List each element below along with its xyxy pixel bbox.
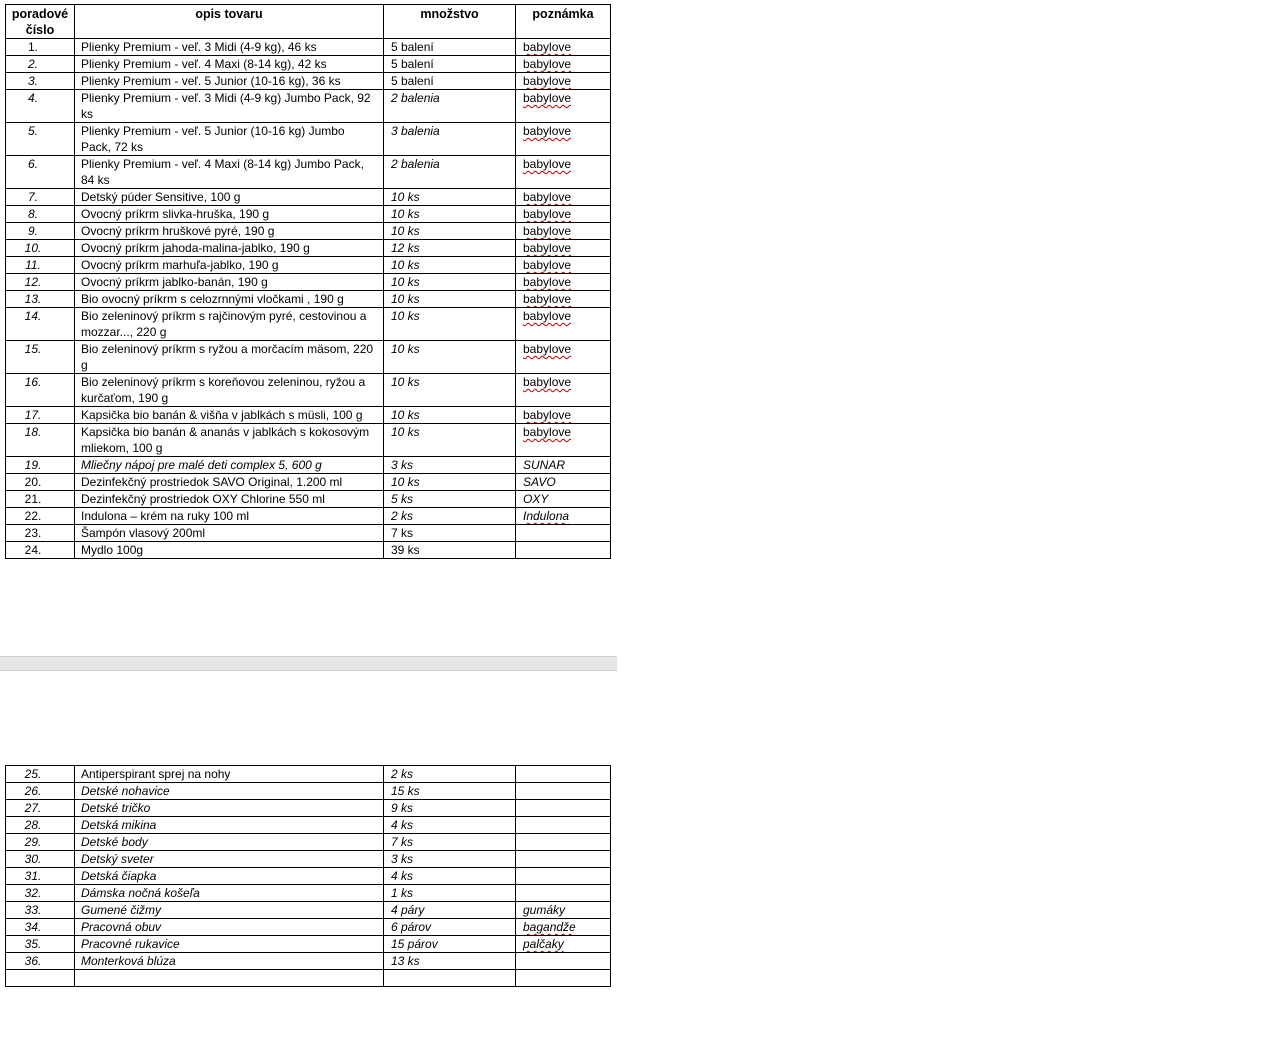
row-number: 28. xyxy=(6,817,75,834)
note-cell xyxy=(516,407,611,424)
item-description: Dezinfekčný prostriedok SAVO Original, 1.200 ml xyxy=(75,474,384,491)
table-row xyxy=(6,508,611,525)
item-note: babylove xyxy=(523,124,572,138)
table-row xyxy=(6,257,611,274)
item-quantity: 1 ks xyxy=(384,885,516,902)
row-number: 32. xyxy=(6,885,75,902)
table-row xyxy=(6,817,611,834)
item-note: SAVO xyxy=(523,475,556,489)
item-quantity: 15 párov xyxy=(384,936,516,953)
table-row xyxy=(6,374,611,407)
note-cell xyxy=(516,851,611,868)
item-description: Detská čiapka xyxy=(75,868,384,885)
item-description: Bio ovocný príkrm s celozrnnými vločkami , 190 g xyxy=(75,291,384,308)
note-cell xyxy=(516,424,611,457)
table-row xyxy=(6,291,611,308)
item-quantity: 5 ks xyxy=(384,491,516,508)
row-number: 14. xyxy=(6,308,75,341)
item-note: babylove xyxy=(523,57,572,71)
note-cell xyxy=(516,56,611,73)
row-number: 30. xyxy=(6,851,75,868)
table-row xyxy=(6,407,611,424)
item-note: babylove xyxy=(523,207,572,221)
item-description: Dezinfekčný prostriedok OXY Chlorine 550 ml xyxy=(75,491,384,508)
item-note: babylove xyxy=(523,74,572,88)
goods-table-part-2 xyxy=(5,765,611,987)
table-row xyxy=(6,783,611,800)
item-quantity: 10 ks xyxy=(384,291,516,308)
item-quantity: 10 ks xyxy=(384,407,516,424)
table-row xyxy=(6,474,611,491)
item-quantity: 10 ks xyxy=(384,424,516,457)
item-quantity: 39 ks xyxy=(384,542,516,559)
item-description: Detský sveter xyxy=(75,851,384,868)
row-number: 16. xyxy=(6,374,75,407)
item-description: Pracovná obuv xyxy=(75,919,384,936)
item-quantity: 4 ks xyxy=(384,868,516,885)
row-number: 4. xyxy=(6,90,75,123)
header-description: opis tovaru xyxy=(75,5,384,39)
row-number: 24. xyxy=(6,542,75,559)
item-note: babylove xyxy=(523,157,572,171)
note-cell xyxy=(516,800,611,817)
item-note: babylove xyxy=(523,408,572,422)
note-cell xyxy=(516,90,611,123)
note-cell xyxy=(516,817,611,834)
page-break-gap xyxy=(0,656,617,671)
item-description: Dámska nočná košeľa xyxy=(75,885,384,902)
row-number: 2. xyxy=(6,56,75,73)
row-number: 15. xyxy=(6,341,75,374)
table-row xyxy=(6,542,611,559)
empty-cell xyxy=(384,970,516,987)
document-page-1 xyxy=(5,4,611,559)
item-note: bagandže xyxy=(523,920,576,934)
note-cell xyxy=(516,341,611,374)
table-row xyxy=(6,766,611,783)
item-quantity: 3 ks xyxy=(384,851,516,868)
header-note: poznámka xyxy=(516,5,611,39)
table-row xyxy=(6,274,611,291)
item-description: Ovocný príkrm hruškové pyré, 190 g xyxy=(75,223,384,240)
row-number: 29. xyxy=(6,834,75,851)
note-cell xyxy=(516,474,611,491)
item-description: Pracovné rukavice xyxy=(75,936,384,953)
item-description: Bio zeleninový príkrm s koreňovou zeleninou, ryžou a kurčaťom, 190 g xyxy=(75,374,384,407)
note-cell xyxy=(516,308,611,341)
row-number: 9. xyxy=(6,223,75,240)
note-cell xyxy=(516,257,611,274)
item-description: Ovocný príkrm jablko-banán, 190 g xyxy=(75,274,384,291)
item-description: Plienky Premium - veľ. 3 Midi (4-9 kg), 46 ks xyxy=(75,39,384,56)
item-quantity: 2 ks xyxy=(384,766,516,783)
row-number: 17. xyxy=(6,407,75,424)
item-quantity: 4 páry xyxy=(384,902,516,919)
row-number: 6. xyxy=(6,156,75,189)
note-cell xyxy=(516,783,611,800)
item-note: babylove xyxy=(523,258,572,272)
item-description: Plienky Premium - veľ. 4 Maxi (8-14 kg) Jumbo Pack, 84 ks xyxy=(75,156,384,189)
item-note: babylove xyxy=(523,275,572,289)
table-row xyxy=(6,73,611,90)
empty-cell xyxy=(75,970,384,987)
item-description: Kapsička bio banán & višňa v jablkách s müsli, 100 g xyxy=(75,407,384,424)
item-description: Plienky Premium - veľ. 3 Midi (4-9 kg) Jumbo Pack, 92 ks xyxy=(75,90,384,123)
item-description: Detské nohavice xyxy=(75,783,384,800)
item-note: babylove xyxy=(523,375,572,389)
note-cell xyxy=(516,885,611,902)
row-number: 19. xyxy=(6,457,75,474)
table-row xyxy=(6,39,611,56)
note-cell xyxy=(516,766,611,783)
item-description: Bio zeleninový príkrm s ryžou a morčacím mäsom, 220 g xyxy=(75,341,384,374)
item-note: babylove xyxy=(523,292,572,306)
row-number: 12. xyxy=(6,274,75,291)
table-row xyxy=(6,457,611,474)
note-cell xyxy=(516,240,611,257)
empty-cell xyxy=(516,970,611,987)
item-note: babylove xyxy=(523,241,572,255)
note-cell xyxy=(516,189,611,206)
table-row xyxy=(6,240,611,257)
table-row xyxy=(6,90,611,123)
item-note: babylove xyxy=(523,342,572,356)
item-note: babylove xyxy=(523,309,572,323)
note-cell xyxy=(516,834,611,851)
item-quantity: 15 ks xyxy=(384,783,516,800)
table-row xyxy=(6,308,611,341)
item-note: babylove xyxy=(523,224,572,238)
table-row xyxy=(6,424,611,457)
note-cell xyxy=(516,291,611,308)
table-row xyxy=(6,868,611,885)
item-description: Mliečny nápoj pre malé deti complex 5, 600 g xyxy=(75,457,384,474)
item-quantity: 10 ks xyxy=(384,308,516,341)
item-quantity: 10 ks xyxy=(384,189,516,206)
item-quantity: 10 ks xyxy=(384,257,516,274)
row-number: 22. xyxy=(6,508,75,525)
item-description: Ovocný príkrm jahoda-malina-jablko, 190 g xyxy=(75,240,384,257)
table-row xyxy=(6,800,611,817)
note-cell xyxy=(516,457,611,474)
item-quantity: 13 ks xyxy=(384,953,516,970)
item-quantity: 2 balenia xyxy=(384,90,516,123)
note-cell xyxy=(516,206,611,223)
item-note: babylove xyxy=(523,425,572,439)
row-number: 26. xyxy=(6,783,75,800)
document-page-2 xyxy=(5,765,611,987)
item-quantity: 10 ks xyxy=(384,223,516,240)
item-quantity: 10 ks xyxy=(384,341,516,374)
item-description: Gumené čižmy xyxy=(75,902,384,919)
note-cell xyxy=(516,223,611,240)
item-quantity: 5 balení xyxy=(384,39,516,56)
row-number: 13. xyxy=(6,291,75,308)
empty-row xyxy=(6,970,611,987)
item-quantity: 5 balení xyxy=(384,73,516,90)
note-cell xyxy=(516,936,611,953)
table-row xyxy=(6,885,611,902)
item-description: Ovocný príkrm marhuľa-jablko, 190 g xyxy=(75,257,384,274)
table-row xyxy=(6,156,611,189)
row-number: 21. xyxy=(6,491,75,508)
item-description: Ovocný príkrm slivka-hruška, 190 g xyxy=(75,206,384,223)
item-note: babylove xyxy=(523,190,572,204)
note-cell xyxy=(516,953,611,970)
table-row xyxy=(6,919,611,936)
item-description: Detské body xyxy=(75,834,384,851)
note-cell xyxy=(516,73,611,90)
item-description: Mydlo 100g xyxy=(75,542,384,559)
item-description: Detská mikina xyxy=(75,817,384,834)
row-number: 18. xyxy=(6,424,75,457)
item-description: Plienky Premium - veľ. 5 Junior (10-16 kg) Jumbo Pack, 72 ks xyxy=(75,123,384,156)
item-note: SUNAR xyxy=(523,458,566,472)
item-quantity: 2 ks xyxy=(384,508,516,525)
row-number: 36. xyxy=(6,953,75,970)
row-number: 23. xyxy=(6,525,75,542)
item-description: Kapsička bio banán & ananás v jablkách s kokosovým mliekom, 100 g xyxy=(75,424,384,457)
item-quantity: 12 ks xyxy=(384,240,516,257)
item-description: Bio zeleninový príkrm s rajčinovým pyré, cestovinou a mozzar..., 220 g xyxy=(75,308,384,341)
item-quantity: 10 ks xyxy=(384,206,516,223)
table-row xyxy=(6,56,611,73)
note-cell xyxy=(516,491,611,508)
item-note: Indulona xyxy=(523,509,570,523)
row-number: 7. xyxy=(6,189,75,206)
item-description: Šampón vlasový 200ml xyxy=(75,525,384,542)
item-quantity: 10 ks xyxy=(384,474,516,491)
empty-cell xyxy=(6,970,75,987)
note-cell xyxy=(516,902,611,919)
item-quantity: 9 ks xyxy=(384,800,516,817)
item-quantity: 5 balení xyxy=(384,56,516,73)
item-quantity: 6 párov xyxy=(384,919,516,936)
item-note: babylove xyxy=(523,40,572,54)
row-number: 10. xyxy=(6,240,75,257)
note-cell xyxy=(516,156,611,189)
row-number: 3. xyxy=(6,73,75,90)
header-quantity: množstvo xyxy=(384,5,516,39)
item-quantity: 7 ks xyxy=(384,525,516,542)
row-number: 20. xyxy=(6,474,75,491)
table-row xyxy=(6,834,611,851)
item-note: palčaky xyxy=(523,937,564,951)
item-description: Antiperspirant sprej na nohy xyxy=(75,766,384,783)
item-quantity: 10 ks xyxy=(384,274,516,291)
row-number: 11. xyxy=(6,257,75,274)
table-row xyxy=(6,525,611,542)
row-number: 25. xyxy=(6,766,75,783)
item-quantity: 2 balenia xyxy=(384,156,516,189)
item-description: Detský púder Sensitive, 100 g xyxy=(75,189,384,206)
table-row xyxy=(6,902,611,919)
table-row xyxy=(6,123,611,156)
note-cell xyxy=(516,919,611,936)
table-row xyxy=(6,341,611,374)
note-cell xyxy=(516,542,611,559)
row-number: 5. xyxy=(6,123,75,156)
item-note: babylove xyxy=(523,91,572,105)
item-quantity: 10 ks xyxy=(384,374,516,407)
note-cell xyxy=(516,525,611,542)
row-number: 31. xyxy=(6,868,75,885)
item-description: Plienky Premium - veľ. 5 Junior (10-16 kg), 36 ks xyxy=(75,73,384,90)
note-cell xyxy=(516,868,611,885)
row-number: 34. xyxy=(6,919,75,936)
row-number: 33. xyxy=(6,902,75,919)
row-number: 8. xyxy=(6,206,75,223)
item-description: Detské tričko xyxy=(75,800,384,817)
item-quantity: 7 ks xyxy=(384,834,516,851)
table-row xyxy=(6,206,611,223)
item-quantity: 3 balenia xyxy=(384,123,516,156)
note-cell xyxy=(516,374,611,407)
item-quantity: 4 ks xyxy=(384,817,516,834)
item-description: Plienky Premium - veľ. 4 Maxi (8-14 kg), 42 ks xyxy=(75,56,384,73)
note-cell xyxy=(516,39,611,56)
row-number: 27. xyxy=(6,800,75,817)
item-note: gumáky xyxy=(523,903,566,917)
table-row xyxy=(6,953,611,970)
note-cell xyxy=(516,123,611,156)
item-description: Indulona – krém na ruky 100 ml xyxy=(75,508,384,525)
item-note: OXY xyxy=(523,492,549,506)
row-number: 35. xyxy=(6,936,75,953)
goods-table-part-1 xyxy=(5,4,611,559)
table-row xyxy=(6,851,611,868)
note-cell xyxy=(516,274,611,291)
item-quantity: 3 ks xyxy=(384,457,516,474)
table-row xyxy=(6,189,611,206)
item-description: Monterková blúza xyxy=(75,953,384,970)
note-cell xyxy=(516,508,611,525)
table-row xyxy=(6,223,611,240)
row-number: 1. xyxy=(6,39,75,56)
table-row xyxy=(6,936,611,953)
table-row xyxy=(6,491,611,508)
header-number: poradové číslo xyxy=(6,5,75,39)
